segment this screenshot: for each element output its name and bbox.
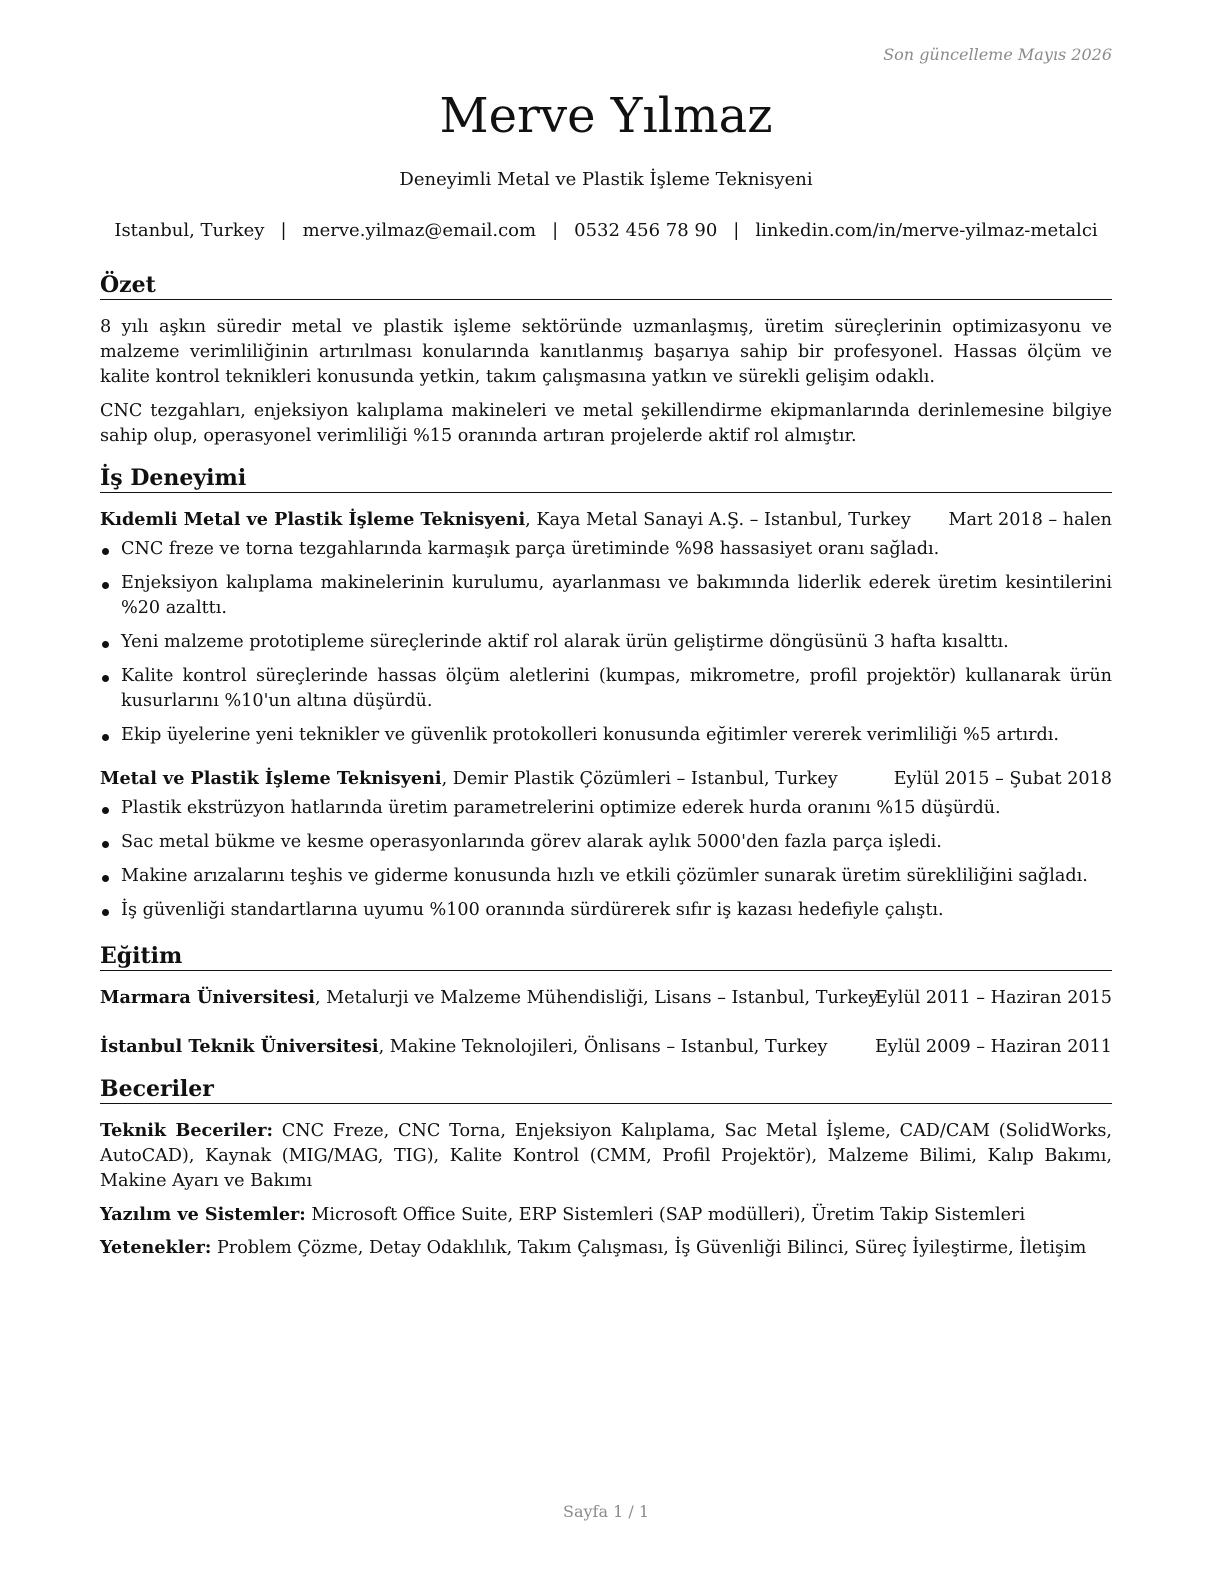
job-dates: Mart 2018 – halen: [948, 510, 1112, 530]
list-item: [100, 898, 1112, 923]
resume-page: [100, 0, 1112, 1584]
section-title-education: Eğitim: [100, 943, 1112, 971]
bullet-dot: [102, 734, 109, 741]
bullet-text: CNC freze ve torna tezgahlarında karmaşık parça üretiminde %98 hassasiyet oranı sağladı.: [121, 539, 940, 559]
contact-email[interactable]: merve.yilmaz@email.com: [302, 220, 537, 241]
job-company: , Kaya Metal Sanayi A.Ş. – Istanbul, Turkey: [525, 510, 911, 530]
contact-location: Istanbul, Turkey: [114, 220, 265, 241]
bullet-text: Enjeksiyon kalıplama makinelerinin kurulumu, ayarlanması ve bakımında liderlik ederek üretim kesintilerini %20 azalttı.: [121, 573, 1112, 618]
skill-value: Problem Çözme, Detay Odaklılık, Takım Çalışması, İş Güvenliği Bilinci, Süreç İyileştirme, İletişim: [211, 1238, 1087, 1258]
education-dates: Eylül 2011 – Haziran 2015: [874, 988, 1112, 1008]
contact-phone[interactable]: 0532 456 78 90: [574, 220, 718, 241]
headline: Deneyimli Metal ve Plastik İşleme Teknisyeni: [399, 169, 813, 190]
section-title-experience: İş Deneyimi: [100, 465, 1112, 493]
skill-value: Microsoft Office Suite, ERP Sistemleri (SAP modülleri), Üretim Takip Sistemleri: [305, 1205, 1026, 1225]
list-item: [100, 830, 1112, 855]
contact-line: [100, 219, 1112, 243]
summary-paragraph-2: CNC tezgahları, enjeksiyon kalıplama makineleri ve metal şekillendirme ekipmanlarında derinlemesine bilgiye sahip olup, operasyonel verimliliği %15 oranında artıran projelerde aktif rol almıştır.: [100, 401, 1112, 446]
list-item: [100, 537, 1112, 562]
bullet-dot: [102, 675, 109, 682]
list-item: [100, 864, 1112, 889]
section-title-summary: Özet: [100, 272, 1112, 300]
skill-line-software: [100, 1202, 1112, 1228]
education-row: [100, 986, 1112, 1010]
job-title: Kıdemli Metal ve Plastik İşleme Teknisyeni: [100, 509, 526, 530]
contact-separator: |: [733, 220, 740, 241]
bullet-text: Plastik ekstrüzyon hatlarında üretim parametrelerini optimize ederek hurda oranını %15 düşürdü.: [121, 798, 1001, 818]
education-dates: Eylül 2009 – Haziran 2011: [874, 1037, 1112, 1057]
job-bullets: [100, 796, 1112, 932]
job-bullets: [100, 537, 1112, 757]
contact-linkedin[interactable]: linkedin.com/in/merve-yilmaz-metalci: [755, 220, 1098, 241]
bullet-text: Yeni malzeme prototipleme süreçlerinde aktif rol alarak ürün geliştirme döngüsünü 3 hafta kısalttı.: [121, 632, 1009, 652]
bullet-dot: [102, 582, 109, 589]
bullet-text: Kalite kontrol süreçlerinde hassas ölçüm aletlerini (kumpas, mikrometre, profil projektör) kullanarak ürün kusurlarını %10'un altına düşürdü.: [121, 666, 1112, 711]
school-name: İstanbul Teknik Üniversitesi: [100, 1036, 379, 1057]
section-title-skills: Beceriler: [100, 1076, 1112, 1104]
school-detail: , Makine Teknolojileri, Önlisans – Istanbul, Turkey: [378, 1037, 828, 1057]
bullet-dot: [102, 807, 109, 814]
bullet-dot: [102, 909, 109, 916]
contact-separator: |: [552, 220, 559, 241]
list-item: [100, 796, 1112, 821]
skill-value: CNC Freze, CNC Torna, Enjeksiyon Kalıplama, Sac Metal İşleme, CAD/CAM (SolidWorks, AutoCAD), Kaynak (MIG/MAG, TIG), Kalite Kontrol (CMM, Profil Projektör), Malzeme Bilimi, Kalıp Bakımı, Makine Ayarı ve Bakımı: [100, 1121, 1112, 1191]
page-number: Sayfa 1 / 1: [562, 1502, 649, 1521]
skill-label: Yazılım ve Sistemler:: [100, 1204, 306, 1225]
skill-label: Teknik Beceriler:: [100, 1120, 274, 1141]
school-detail: , Metalurji ve Malzeme Mühendisliği, Lisans – Istanbul, Turkey: [314, 988, 879, 1008]
job-header: [100, 508, 1112, 532]
bullet-text: Makine arızalarını teşhis ve giderme konusunda hızlı ve etkili çözümler sunarak üretim sürekliliğini sağladı.: [121, 866, 1088, 886]
skill-line-technical: [100, 1118, 1112, 1194]
candidate-name: Merve Yılmaz: [439, 88, 773, 144]
list-item: [100, 723, 1112, 748]
list-item: [100, 571, 1112, 621]
job-title: Metal ve Plastik İşleme Teknisyeni: [100, 768, 442, 789]
last-updated: Son güncelleme Mayıs 2026: [883, 45, 1112, 64]
bullet-dot: [102, 841, 109, 848]
list-item: [100, 630, 1112, 655]
list-item: [100, 664, 1112, 714]
summary-paragraph-1: 8 yılı aşkın süredir metal ve plastik işleme sektöründe uzmanlaşmış, üretim süreçlerinin optimizasyonu ve malzeme verimliliğinin artırılması konularında kanıtlanmış başarıya sahip bir profesyonel. Hassas ölçüm ve kalite kontrol teknikleri konusunda yetkin, takım çalışmasına yatkın ve sürekli gelişim odaklı.: [100, 317, 1112, 387]
school-name: Marmara Üniversitesi: [100, 987, 315, 1008]
bullet-dot: [102, 548, 109, 555]
bullet-dot: [102, 875, 109, 882]
contact-separator: |: [280, 220, 287, 241]
job-dates: Eylül 2015 – Şubat 2018: [893, 769, 1112, 789]
job-header: [100, 767, 1112, 791]
skill-label: Yetenekler:: [100, 1237, 212, 1258]
bullet-text: İş güvenliği standartlarına uyumu %100 oranında sürdürerek sıfır iş kazası hedefiyle çalıştı.: [121, 900, 944, 920]
education-row: [100, 1035, 1112, 1059]
skill-line-abilities: [100, 1235, 1112, 1261]
job-company: , Demir Plastik Çözümleri – Istanbul, Turkey: [441, 769, 838, 789]
bullet-dot: [102, 641, 109, 648]
bullet-text: Ekip üyelerine yeni teknikler ve güvenlik protokolleri konusunda eğitimler vererek verimliliği %5 artırdı.: [121, 725, 1059, 745]
bullet-text: Sac metal bükme ve kesme operasyonlarında görev alarak aylık 5000'den fazla parça işledi.: [121, 832, 942, 852]
